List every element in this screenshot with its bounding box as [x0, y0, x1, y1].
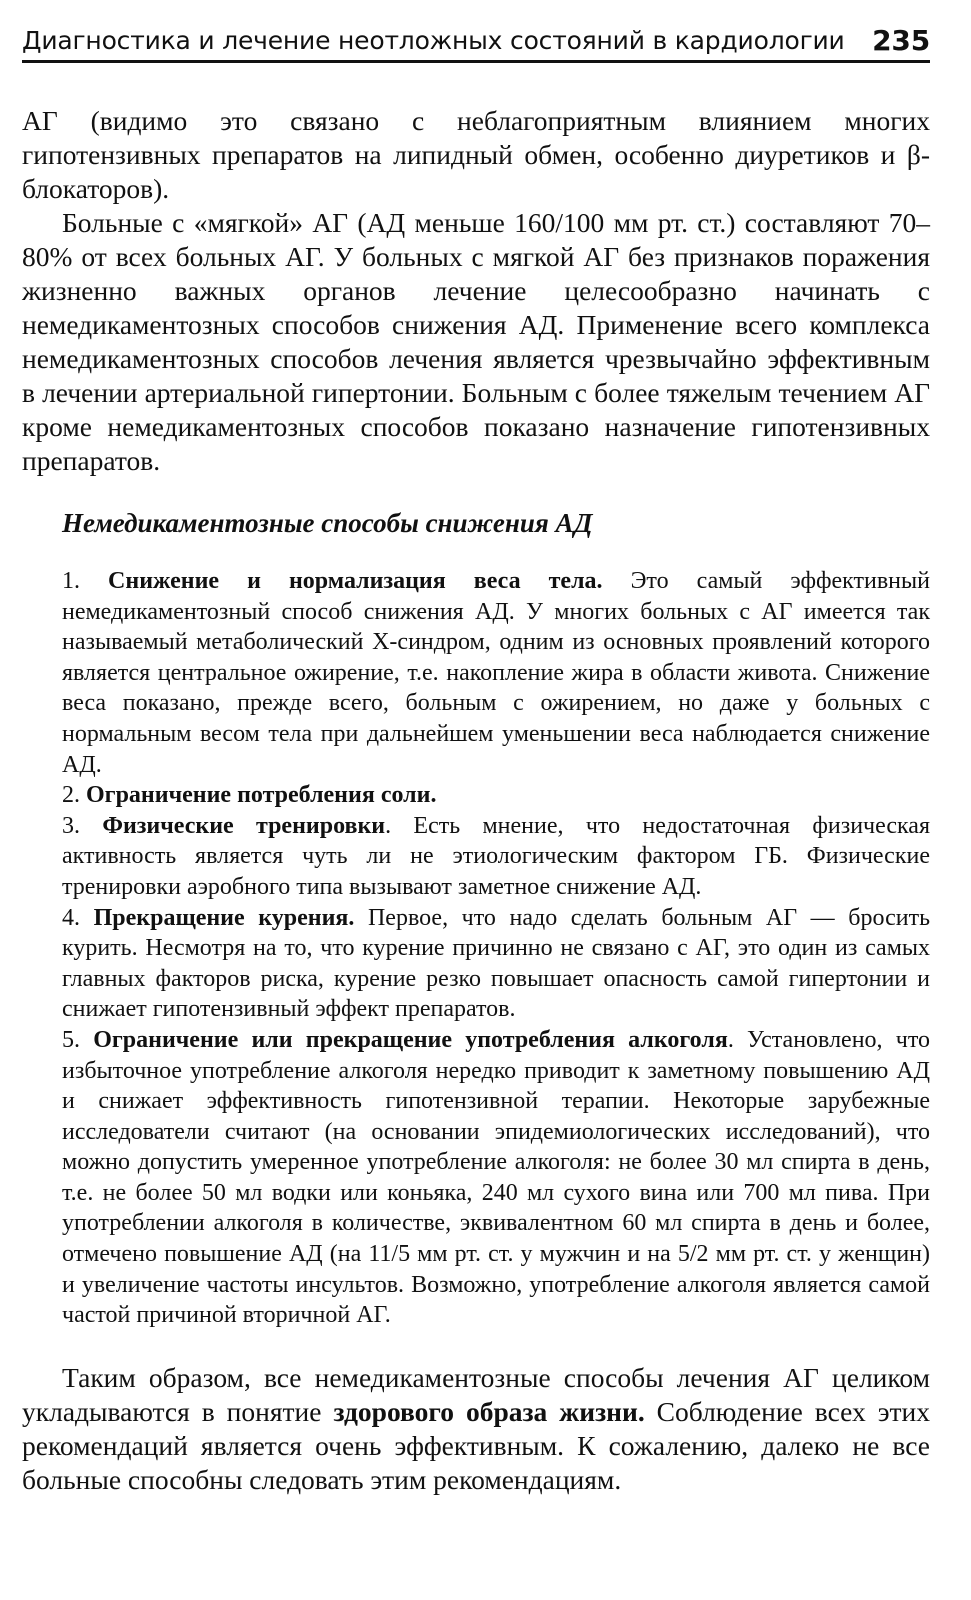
list-item	[62, 566, 930, 780]
conclusion-text-start: Таким образом, все немедикаментозные способы лечения АГ целиком укладываются в понятие	[22, 1361, 930, 1427]
list-item	[62, 811, 930, 903]
item-text: . Установлено, что избыточное употребление алкоголя нередко приводит к заметному повышению АД и снижает эффективность гипотензивной терапии. Некоторые зарубежные исследователи считают (на основании эпидемиологических исследований), что можно допустить умеренное употребление алкоголя: не более 30 мл спирта в день, т.е. не более 50 мл водки или коньяка, 240 мл сухого вина или 700 мл пива. При употреблении алкоголя в количестве, эквивалентном 60 мл спирта в день и более, отмечено повышение АД (на 11/5 мм рт. ст. у мужчин и на 5/2 мм рт. ст. у женщин) и увеличение частоты инсультов. Возможно, употребление алкоголя является самой частой причиной вторичной АГ.	[62, 1026, 930, 1329]
conclusion-paragraph	[22, 1361, 930, 1497]
intro-paragraph-1: АГ (видимо это связано с неблагоприятным влиянием многих гипотензивных препаратов на липидный обмен, особенно диуретиков и β-блокаторов).	[22, 105, 930, 204]
list-item	[62, 780, 930, 811]
item-text: . Есть мнение, что недостаточная физическая активность является чуть ли не этиологическим фактором ГБ. Физические тренировки аэробного типа вызывают заметное снижение АД.	[62, 812, 930, 900]
item-heading: Физические тренировки	[102, 812, 386, 839]
item-heading: Ограничение или прекращение употребления алкоголя	[93, 1026, 728, 1053]
list-item	[62, 1025, 930, 1331]
section-title: Немедикаментозные способы снижения АД	[62, 508, 593, 538]
list-item	[62, 903, 930, 1025]
item-heading: Снижение и нормализация веса тела.	[108, 568, 603, 594]
item-number: 2.	[62, 782, 80, 809]
item-text: Это самый эффективный немедикаментозный способ снижения АД. У многих больных с АГ имеется так называемый метаболический Х-синдром, одним из основных проявлений которого является центральное ожирение, т.е. накопление жира в области живота. Снижение веса показано, прежде всего, больным с ожирением, но даже у больных с нормальным весом тела при дальнейшем уменьшении веса наблюдается снижение АД.	[62, 568, 930, 778]
conclusion-text-end: Соблюдение всех этих рекомендаций является очень эффективным. К сожалению, далеко не все больные способны следовать этим рекомендациям.	[22, 1395, 931, 1495]
intro-paragraph-2: Больные с «мягкой» АГ (АД меньше 160/100 мм рт. ст.) составляют 70–80% от всех больных АГ. У больных с мягкой АГ без признаков поражения жизненно важных органов лечение целесообразно начинать с немедикаментозных способов снижения АД. Применение всего комплекса немедикаментозных способов лечения является чрезвычайно эффективным в лечении артериальной гипертонии. Больным с более тяжелым течением АГ кроме немедикаментозных способов показано назначение гипотензивных препаратов.	[22, 207, 930, 476]
item-number: 1.	[62, 568, 80, 594]
item-text: Первое, что надо сделать больным АГ — бросить курить. Несмотря на то, что курение причинно не связано с АГ, это один из самых главных факторов риска, курение резко повышает опасность самой гипертонии и снижает гипотензивный эффект препаратов.	[62, 904, 931, 1023]
running-header	[22, 22, 930, 63]
methods-list	[62, 566, 930, 1331]
item-heading: Прекращение курения.	[93, 904, 355, 931]
item-heading: Ограничение потребления соли.	[86, 782, 437, 809]
item-number: 5.	[62, 1026, 80, 1053]
conclusion-emphasis: здорового образа жизни.	[333, 1395, 645, 1427]
item-number: 4.	[62, 904, 80, 931]
running-title: Диагностика и лечение неотложных состояний в кардиологии	[22, 26, 845, 55]
page-number: 235	[872, 24, 930, 57]
item-number: 3.	[62, 812, 80, 839]
page-body	[22, 104, 930, 1497]
